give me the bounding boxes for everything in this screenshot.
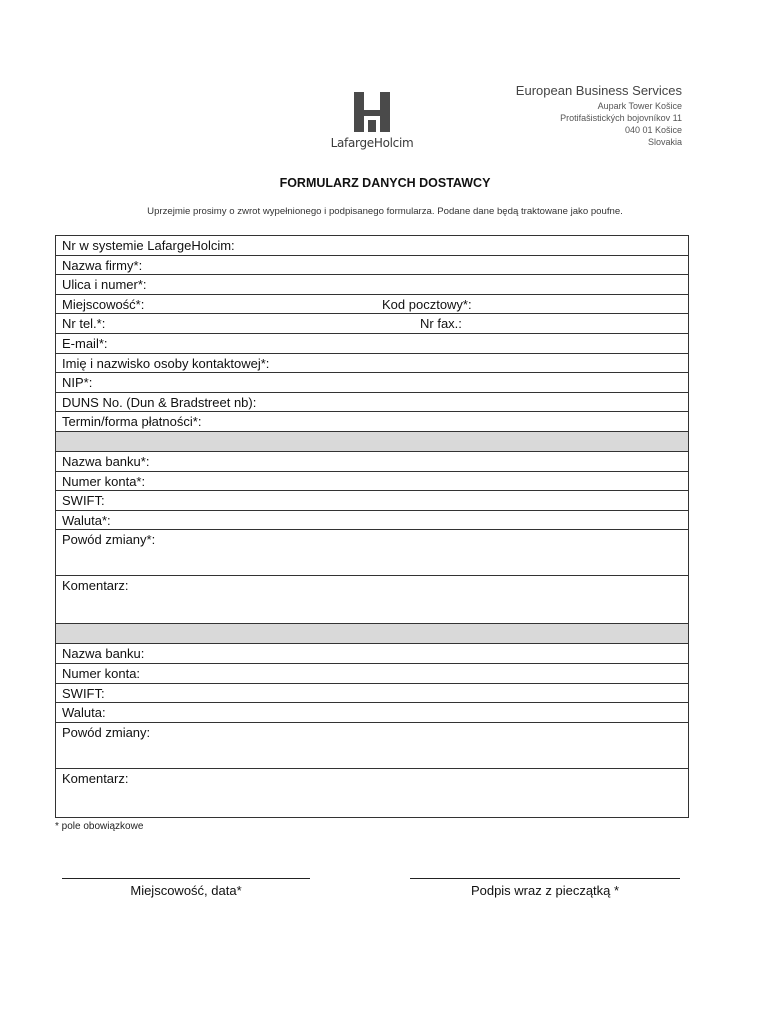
- section-divider: [56, 432, 688, 452]
- field-label: Nazwa banku:: [62, 646, 145, 662]
- bank1-comment[interactable]: [56, 576, 688, 624]
- bank1-account[interactable]: [56, 472, 688, 492]
- field-contact[interactable]: [56, 354, 688, 374]
- field-city[interactable]: [56, 295, 688, 315]
- address-line: Slovakia: [647, 137, 682, 147]
- field-email[interactable]: [56, 334, 688, 354]
- signature-line: [62, 868, 310, 879]
- address-line: Aupark Tower Košice: [597, 101, 682, 111]
- field-label: NIP*:: [62, 375, 93, 391]
- lafargeholcim-logo-icon: [354, 92, 390, 132]
- bank1-name[interactable]: [56, 452, 688, 472]
- field-label: Imię i nazwisko osoby kontaktowej*:: [62, 355, 270, 371]
- field-label: Nazwa firmy*:: [62, 257, 143, 273]
- bank2-reason[interactable]: [56, 723, 688, 769]
- field-nip[interactable]: [56, 373, 688, 393]
- company-name: European Business Services: [515, 83, 682, 98]
- field-street[interactable]: [56, 275, 688, 295]
- field-label: Miejscowość*:: [62, 296, 145, 312]
- form-title: FORMULARZ DANYCH DOSTAWCY: [279, 176, 491, 190]
- field-label: Termin/forma płatności*:: [62, 414, 202, 430]
- field-payment[interactable]: [56, 412, 688, 432]
- required-field-note: * pole obowiązkowe: [55, 821, 144, 832]
- field-duns[interactable]: [56, 393, 688, 413]
- field-label: Nr w systemie LafargeHolcim:: [62, 238, 235, 253]
- company-address-block: [516, 83, 682, 148]
- field-system-nr[interactable]: [56, 236, 688, 256]
- field-phone[interactable]: [56, 314, 688, 334]
- field-label: Nazwa banku*:: [62, 453, 150, 469]
- field-label: Numer konta*:: [62, 473, 146, 489]
- bank2-currency[interactable]: [56, 703, 688, 723]
- bank2-account[interactable]: [56, 664, 688, 684]
- field-label: Powód zmiany*:: [62, 532, 156, 548]
- supplier-form-table: [55, 235, 689, 818]
- field-label: Nr tel.*:: [62, 316, 106, 332]
- address-line: Protifašistických bojovníkov 11: [560, 113, 682, 123]
- bank2-name[interactable]: [56, 644, 688, 664]
- field-postal-code-label: Kod pocztowy*:: [382, 296, 472, 312]
- form-intro: Uprzejmie prosimy o zwrot wypełnionego i podpisanego formularza. Podane dane będą traktowane jako poufne.: [147, 206, 623, 217]
- place-date-signature-field[interactable]: [62, 868, 310, 898]
- field-label: SWIFT:: [62, 493, 105, 509]
- field-label: Numer konta:: [62, 665, 141, 681]
- logo-brand-text: LafargeHolcim: [330, 136, 414, 150]
- signature-line: [410, 868, 680, 879]
- field-fax-label: Nr fax.:: [420, 316, 462, 332]
- bank1-reason[interactable]: [56, 530, 688, 576]
- field-label: E-mail*:: [62, 335, 108, 351]
- section-divider: [56, 624, 688, 644]
- field-label: Powód zmiany:: [62, 724, 151, 740]
- signature-stamp-field[interactable]: [410, 868, 680, 898]
- field-label: Waluta:: [62, 705, 106, 721]
- place-date-label: Miejscowość, data*: [130, 883, 242, 898]
- field-label: Komentarz:: [62, 578, 129, 594]
- bank2-swift[interactable]: [56, 684, 688, 704]
- lafargeholcim-logo: [330, 92, 414, 154]
- bank2-comment[interactable]: [56, 769, 688, 817]
- bank1-currency[interactable]: [56, 511, 688, 531]
- field-label: DUNS No. (Dun & Bradstreet nb):: [62, 394, 257, 410]
- field-label: Ulica i numer*:: [62, 277, 147, 293]
- address-line: 040 01 Košice: [624, 125, 682, 135]
- bank1-swift[interactable]: [56, 491, 688, 511]
- field-label: Komentarz:: [62, 770, 129, 786]
- field-label: SWIFT:: [62, 685, 105, 701]
- field-label: Waluta*:: [62, 512, 111, 528]
- signature-label: Podpis wraz z pieczątką *: [470, 883, 620, 898]
- field-company-name[interactable]: [56, 256, 688, 276]
